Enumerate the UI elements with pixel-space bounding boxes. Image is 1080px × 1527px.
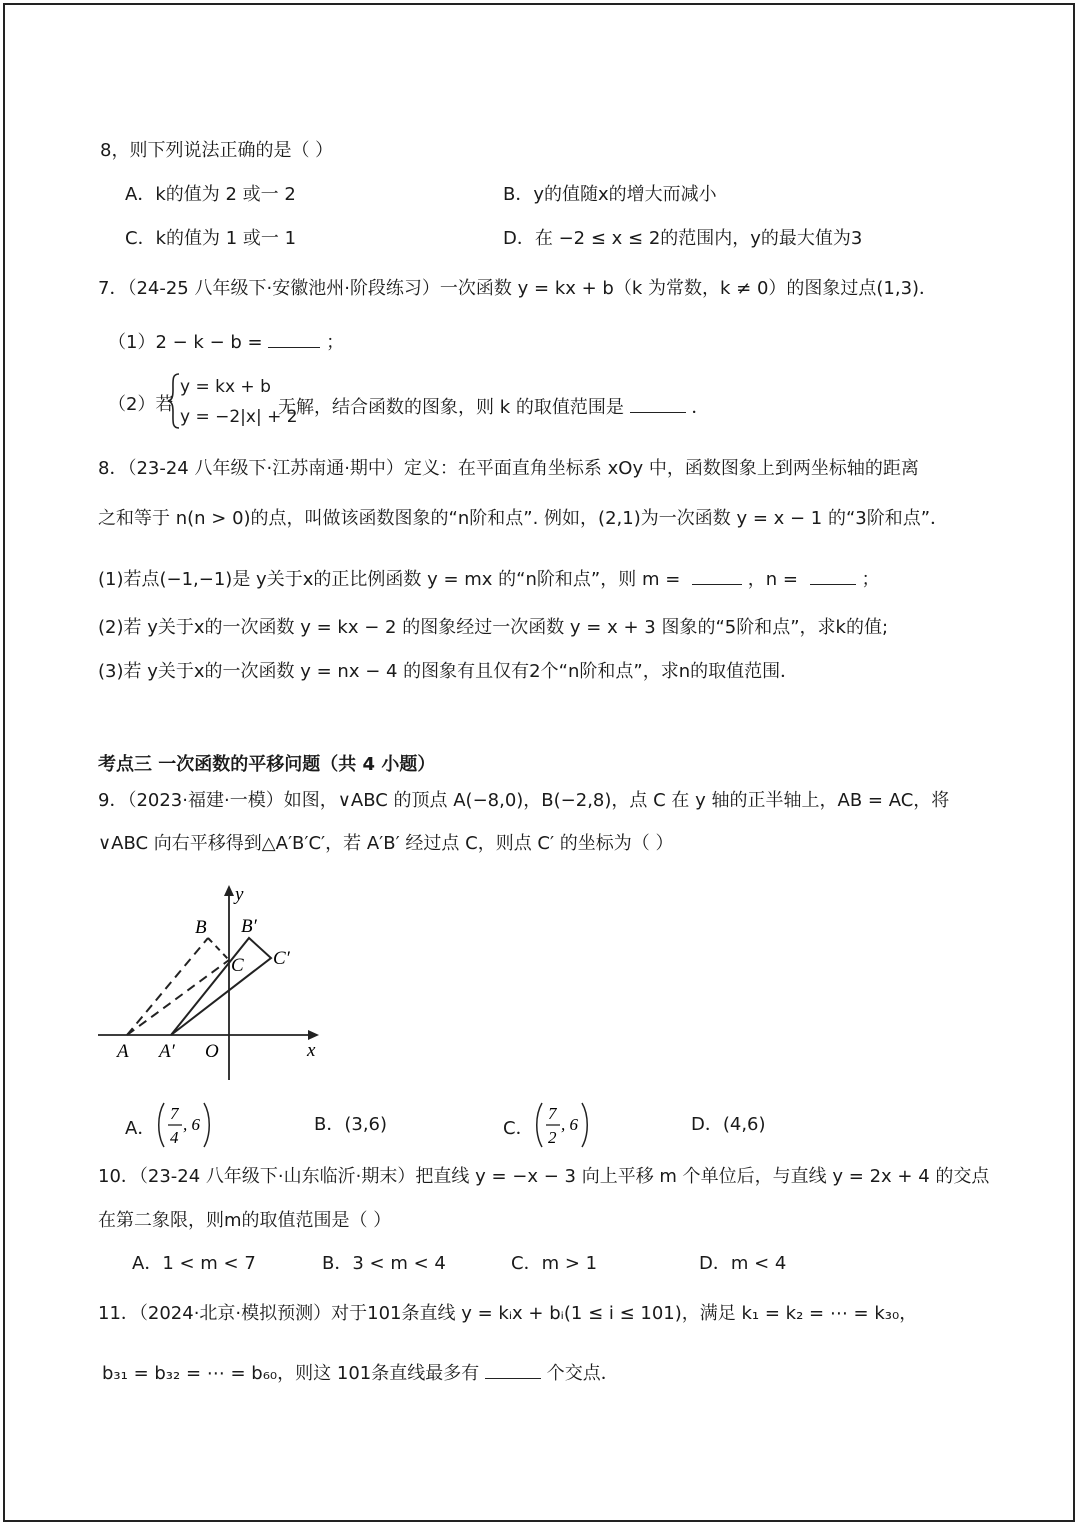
label-c: C bbox=[231, 955, 244, 976]
q8-sub1-end: ； bbox=[861, 569, 880, 590]
q7-part2-text: 无解，结合函数的图象，则 k 的取值范围是 bbox=[278, 397, 624, 418]
label-y: y bbox=[235, 884, 244, 905]
system-equation-2: y = −2|x| + 2 bbox=[180, 407, 298, 427]
section-heading: 考点三 一次函数的平移问题（共 4 小题） bbox=[98, 754, 436, 775]
q8-sub3: (3)若 y关于x的一次函数 y = nx − 4 的图象有且仅有2个“n阶和点”，求n的取值范围． bbox=[98, 661, 799, 682]
svg-text:7: 7 bbox=[170, 1104, 179, 1123]
q11-stem-text: b₃₁ = b₃₂ = ⋯ = b₆₀，则这 101条直线最多有 bbox=[102, 1363, 480, 1384]
q7-stem: 7．（24-25 八年级下·安徽池州·阶段练习）一次函数 y = kx + b（k 为常数，k ≠ 0）的图象过点(1,3)． bbox=[98, 278, 938, 299]
svg-text:, 6: , 6 bbox=[561, 1115, 578, 1134]
q6-option-d: D．在 −2 ≤ x ≤ 2的范围内，y的最大值为3 bbox=[503, 228, 863, 249]
q10-stem-line2: 在第二象限，则m的取值范围是（ ） bbox=[98, 1210, 392, 1231]
q6-stem-tail: 8，则下列说法正确的是（ ） bbox=[100, 140, 334, 161]
q8-stem-line1: 8．（23-24 八年级下·江苏南通·期中）定义：在平面直角坐标系 xOy 中，函数图象上到两坐标轴的距离 bbox=[98, 458, 919, 479]
q9-option-b: B．(3,6) bbox=[314, 1114, 388, 1135]
q9-stem-line1: 9．（2023·福建·一模）如图，∨ABC 的顶点 A(−8,0)，B(−2,8)，点 C 在 y 轴的正半轴上，AB = AC，将 bbox=[98, 790, 950, 811]
answer-blank[interactable] bbox=[692, 566, 742, 585]
q7-part1-text: （1）2 − k − b = bbox=[108, 332, 263, 353]
coordinate-figure bbox=[95, 880, 335, 1090]
q8-sub2: (2)若 y关于x的一次函数 y = kx − 2 的图象经过一次函数 y = x + 3 图象的“5阶和点”，求k的值; bbox=[98, 617, 889, 638]
q8-sub1-text: (1)若点(−1,−1)是 y关于x的正比例函数 y = mx 的“n阶和点”，则 m = bbox=[98, 569, 681, 590]
q9-option-c-value bbox=[534, 1100, 594, 1150]
q11-stem-line2 bbox=[102, 1360, 619, 1385]
label-c-prime: C′ bbox=[273, 948, 290, 969]
q9-option-a-value bbox=[156, 1100, 216, 1150]
q6-option-c: C．k的值为 1 或一 1 bbox=[125, 228, 297, 249]
answer-blank[interactable] bbox=[810, 566, 856, 585]
q10-option-a: A．1 < m < 7 bbox=[132, 1253, 256, 1274]
triangle-translated bbox=[171, 938, 271, 1035]
answer-blank[interactable] bbox=[630, 394, 686, 413]
segment-ab bbox=[127, 938, 208, 1035]
q10-option-b: B．3 < m < 4 bbox=[322, 1253, 446, 1274]
label-a: A bbox=[117, 1041, 129, 1062]
svg-text:4: 4 bbox=[170, 1128, 179, 1147]
q11-stem-end: 个交点． bbox=[546, 1363, 619, 1384]
q7-part2-prefix: （2）若 bbox=[108, 394, 174, 415]
q8-stem-line2: 之和等于 n(n > 0)的点，叫做该函数图象的“n阶和点”. 例如，(2,1)为一次函数 y = x − 1 的“3阶和点”． bbox=[98, 508, 949, 529]
label-b-prime: B′ bbox=[241, 916, 257, 937]
q6-option-b: B．y的值随x的增大而减小 bbox=[503, 184, 717, 205]
segment-ac bbox=[127, 960, 229, 1035]
q10-stem-line1: 10．（23-24 八年级下·山东临沂·期末）把直线 y = −x − 3 向上平移 m 个单位后，与直线 y = 2x + 4 的交点 bbox=[98, 1166, 990, 1187]
q6-option-a: A．k的值为 2 或一 2 bbox=[125, 184, 296, 205]
q8-sub1-text-n: ，n = bbox=[747, 569, 798, 590]
svg-text:2: 2 bbox=[548, 1128, 557, 1147]
q8-sub1 bbox=[98, 566, 879, 591]
svg-text:7: 7 bbox=[548, 1104, 557, 1123]
label-a-prime: A′ bbox=[159, 1041, 175, 1062]
q9-option-a-label: A． bbox=[125, 1118, 156, 1139]
q10-option-c: C．m > 1 bbox=[511, 1253, 598, 1274]
q9-stem-line2: ∨ABC 向右平移得到△A′B′C′，若 A′B′ 经过点 C，则点 C′ 的坐标为（ ） bbox=[98, 833, 674, 854]
q9-option-c-label: C． bbox=[503, 1118, 534, 1139]
system-equation-1: y = kx + b bbox=[180, 377, 271, 397]
label-x: x bbox=[307, 1040, 316, 1061]
label-b: B bbox=[195, 917, 207, 938]
answer-blank[interactable] bbox=[268, 329, 320, 348]
answer-blank[interactable] bbox=[485, 1360, 541, 1379]
q7-part1 bbox=[108, 329, 344, 354]
q7-part1-end: ； bbox=[326, 332, 345, 353]
q9-option-d: D．(4,6) bbox=[691, 1114, 766, 1135]
segment-bc bbox=[208, 938, 229, 960]
y-axis-arrow bbox=[224, 885, 234, 896]
q11-stem-line1: 11．（2024·北京·模拟预测）对于101条直线 y = kᵢx + bᵢ(1 ≤ i ≤ 101)，满足 k₁ = k₂ = ⋯ = k₃₀， bbox=[98, 1303, 918, 1324]
q7-part2-end: ． bbox=[691, 397, 710, 418]
svg-text:, 6: , 6 bbox=[183, 1115, 200, 1134]
q7-part2 bbox=[278, 394, 709, 419]
q10-option-d: D．m < 4 bbox=[699, 1253, 787, 1274]
x-axis-arrow bbox=[308, 1030, 319, 1040]
label-o: O bbox=[205, 1041, 219, 1062]
